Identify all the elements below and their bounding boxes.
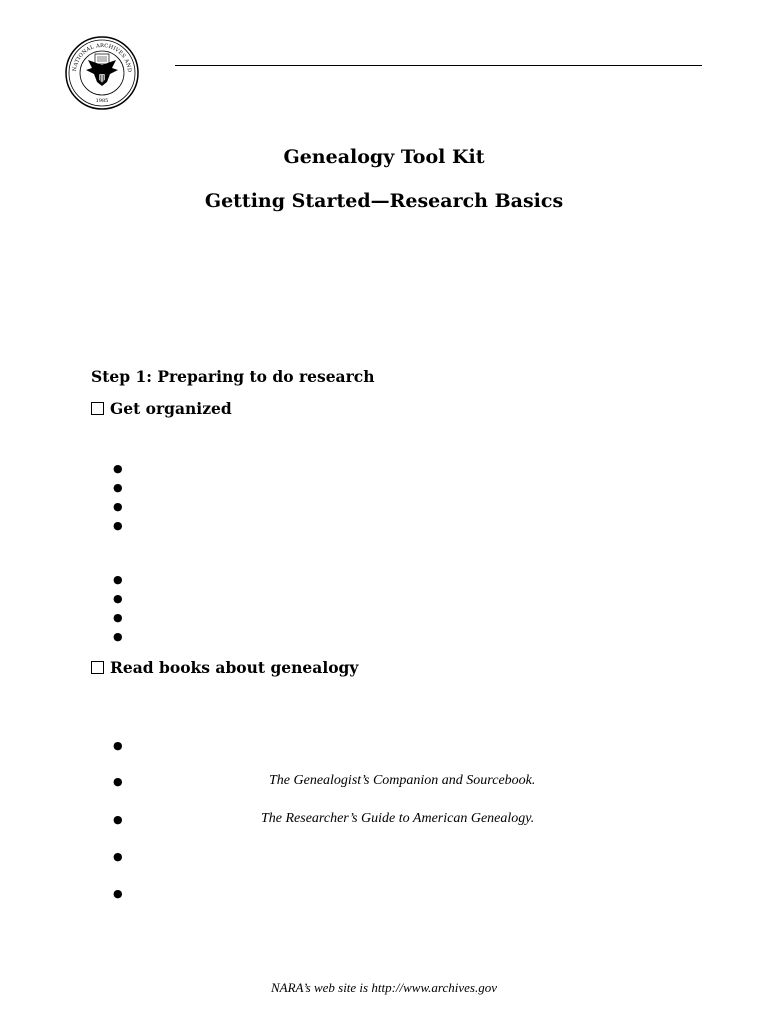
bullet-dot-icon: ● [113,611,123,624]
checklist-item-read-books [91,658,358,677]
header-rule [175,65,702,66]
eagle-seal-icon [64,30,140,116]
empty-checkbox-icon [91,661,104,674]
document-title: Genealogy Tool Kit [283,146,485,168]
bullet-dot-icon: ● [113,573,123,586]
book-title-genealogists-companion: The Genealogist’s Companion and Sourcebook. [269,773,536,788]
checklist-item-get-organized [91,399,232,418]
checklist-label: Read books about genealogy [110,658,359,677]
nara-seal-logo [64,30,140,116]
empty-checkbox-icon [91,402,104,415]
book-title-researchers-guide: The Researcher’s Guide to American Genealogy. [261,811,535,826]
bullet-dot-icon: ● [113,850,123,863]
bullet-dot-icon: ● [113,462,123,475]
bullet-dot-icon: ● [113,519,123,532]
bullet-dot-icon: ● [113,739,123,752]
checklist-label: Get organized [110,399,232,418]
footer-website-note: NARA’s web site is http://www.archives.gov [270,980,498,995]
document-subtitle: Getting Started—Research Basics [204,190,564,212]
bullet-dot-icon: ● [113,481,123,494]
bullet-dot-icon: ● [113,887,123,900]
svg-text:1985: 1985 [95,98,109,104]
bullet-dot-icon: ● [113,630,123,643]
step-1-heading: Step 1: Preparing to do research [91,367,375,386]
bullet-dot-icon: ● [113,813,123,826]
bullet-dot-icon: ● [113,592,123,605]
bullet-dot-icon: ● [113,500,123,513]
bullet-dot-icon: ● [113,775,123,788]
svg-text:NATIONAL ARCHIVES AND RECORDS: NATIONAL ARCHIVES AND [71,42,133,73]
